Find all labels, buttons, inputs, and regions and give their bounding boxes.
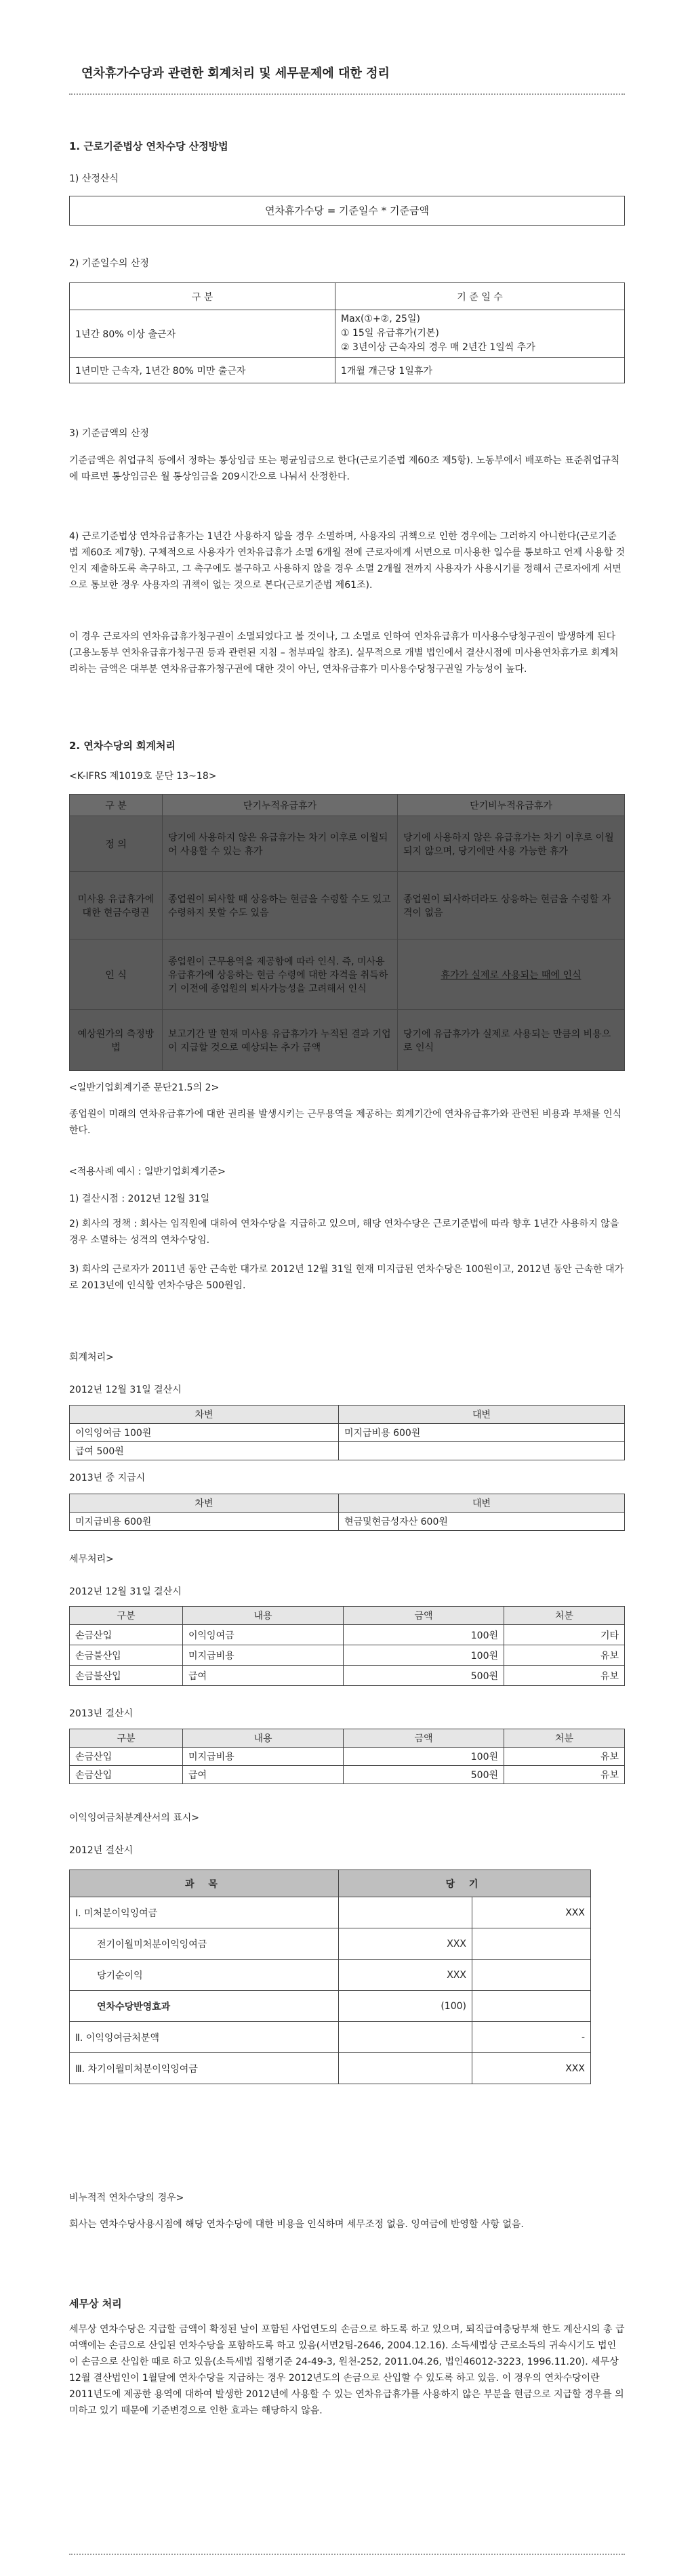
non-accumulating-text: 회사는 연차수당사용시점에 해당 연차수당에 대한 비용을 인식하며 세무조정 없음. 잉여금에 반영할 사항 없음.	[69, 2219, 524, 2230]
table-cell: XXX	[472, 1897, 591, 1928]
table-cell: 급여	[183, 1766, 344, 1784]
table-row	[70, 1442, 625, 1460]
retained-earnings-year: 2012년 결산시	[69, 1845, 134, 1856]
table-cell: 손금불산입	[70, 1645, 183, 1666]
table-header: 구 분	[70, 283, 335, 310]
table-cell: 미지급비용	[183, 1645, 344, 1666]
retained-earnings-rows	[70, 1897, 591, 2084]
table-row	[70, 939, 625, 1010]
table-cell: XXX	[472, 2053, 591, 2084]
table-cell	[472, 1960, 591, 1991]
table-cell: 손금산입	[70, 1748, 183, 1766]
table-cell: Ⅲ. 차기이월미처분이익잉여금	[70, 2053, 339, 2084]
table-header: 구 분	[70, 795, 163, 816]
table-cell: 전기이월미처분이익잉여금	[70, 1928, 339, 1960]
table-cell: 500원	[344, 1666, 504, 1686]
row-label: 미사용 유급휴가에 대한 현금수령권	[70, 872, 163, 939]
table-header: 당 기	[339, 1870, 591, 1897]
example-label: <적용사례 예시 : 일반기업회계기준>	[69, 1166, 226, 1177]
table-row	[70, 1513, 625, 1531]
tax-treatment-heading: 세무상 처리	[69, 2298, 122, 2310]
table-row	[70, 2053, 591, 2084]
table-cell: 당기에 유급휴가가 실제로 사용되는 만큼의 비용으로 인식	[398, 1010, 625, 1071]
table-cell: 1년간 80% 이상 출근자	[70, 310, 335, 358]
row-label: 예상원가의 측정방법	[70, 1010, 163, 1071]
table-cell: 당기에 사용하지 않은 유급휴가는 차기 이후로 이월되지 않으며, 당기에만 사용 가능한 휴가	[398, 816, 625, 872]
section1-paragraph3: 이 경우 근로자의 연차유급휴가청구권이 소멸되었다고 볼 것이나, 그 소멸로 인하여 연차유급휴가 미사용수당청구권이 발생하게 된다(고용노동부 연차유급휴가청구권 등과 관련된 지침 – 첨부파일 참조). 실무적으로 개별 법인에서 결산시점에 미사용연차휴가로 회계처리하는 금액은 대부분 연차유급휴가청구권에 대한 것이 아닌, 연차유급휴가 미사용수당청구권일 가능성이 높다.	[69, 631, 619, 675]
general-standard-text: 종업원이 미래의 연차유급휴가에 대한 권리를 발생시키는 근무용역을 제공하는 회계기간에 연차유급휴가와 관련된 비용과 부채를 인식한다.	[69, 1109, 622, 1136]
tax-table2-label: 2013년 결산시	[69, 1708, 134, 1719]
table-row	[70, 1666, 625, 1686]
row-label: 인 식	[70, 939, 163, 1010]
table-row	[70, 1010, 625, 1071]
table-cell: 500원	[344, 1766, 504, 1784]
title-divider	[69, 93, 625, 95]
table-header: 구분	[70, 1607, 183, 1625]
bottom-divider	[69, 2554, 625, 2555]
tax-adjust-table-2	[69, 1729, 625, 1784]
table-cell: 급여	[183, 1666, 344, 1686]
table-cell: -	[472, 2022, 591, 2053]
table-header: 차변	[70, 1406, 339, 1424]
table-header: 처분	[504, 1607, 625, 1625]
table-cell: 유보	[504, 1766, 625, 1784]
section1-sub2: 2) 기준일수의 산정	[69, 258, 149, 269]
table-cell: 보고기간 말 현재 미사용 유급휴가가 누적된 결과 기업이 지급할 것으로 예상되는 추가 금액	[163, 1010, 398, 1071]
table-header: 과 목	[70, 1870, 339, 1897]
kifrs-table	[69, 794, 625, 1071]
tax-adjust-table-1	[69, 1606, 625, 1686]
section1-sub3: 3) 기준금액의 산정	[69, 428, 149, 439]
example-item3: 3) 회사의 근로자가 2011년 동안 근속한 대가로 2012년 12월 31일 현재 미지급된 연차수당은 100원이고, 2012년 동안 근속한 대가로 2013년에 인식할 연차수당은 500원임.	[69, 1264, 624, 1291]
table-row	[70, 1928, 591, 1960]
table-cell: Ⅰ. 미처분이익잉여금	[70, 1897, 339, 1928]
tax-table1-label: 2012년 12월 31일 결산시	[69, 1586, 182, 1597]
table-cell: 1년미만 근속자, 1년간 80% 미만 출근자	[70, 358, 335, 383]
section1-paragraph2: 4) 근로기준법상 연차유급휴가는 1년간 사용하지 않을 경우 소멸하며, 사용자의 귀책으로 인한 경우에는 그러하지 아니한다(근로기준법 제60조 제7항). 구체적으로 사용자가 연차유급휴가 소멸 6개월 전에 근로자에게 서면으로 미사용한 일수를 통보하고 언제 사용할 것인지 제출하도록 촉구하고, 그 촉구에도 불구하고 사용하지 않을 경우 소멸 2개월 전까지 사용자가 사용시기를 정해서 근로자에게 서면으로 통보한 경우 사용자의 귀책이 없는 것으로 본다(근로기준법 제61조).	[69, 531, 625, 591]
table-cell	[472, 1991, 591, 2022]
table-cell: 유보	[504, 1666, 625, 1686]
table-cell: (100)	[339, 1991, 472, 2022]
table-header: 구분	[70, 1729, 183, 1748]
journal-entry-table-1	[69, 1405, 625, 1460]
table-cell	[339, 1897, 472, 1928]
table-header: 기 준 일 수	[335, 283, 625, 310]
retained-earnings-table	[69, 1870, 591, 2084]
tax-treatment-text: 세무상 연차수당은 지급할 금액이 확정된 날이 포함된 사업연도의 손금으로 하도록 하고 있으며, 퇴직급여충당부채 한도 계산시의 총 급여액에는 손금으로 산입된 연차수당을 포함하도록 하고 있음(서면2팀-2646, 2004.12.16). 소득세법상 근로소득의 귀속시기도 법인이 손금으로 산입한 때로 하고 있음(소득세법 집행기준 24-49-3, 원천-252, 2011.04.26, 법인46012-3223, 1996.11.20). 세무상 12월 결산법인이 1월달에 연차수당을 지급하는 경우 2012년도의 손금으로 산입할 수 있도록 하고 있음. 이 경우의 연차수당이란 2011년도에 제공한 용역에 대하여 발생한 2012년에 사용할 수 있는 연차유급휴가를 사용하지 않은 부분을 현금으로 지급할 경우를 의미하고 있기 때문에 기준변경으로 인한 효과는 해당하지 않음.	[69, 2324, 625, 2416]
accounting-label: 회계처리>	[69, 1352, 114, 1363]
table-row	[70, 1645, 625, 1666]
table-cell: 1개월 개근당 1일휴가	[335, 358, 625, 383]
table-header: 금액	[344, 1729, 504, 1748]
table-cell: 연차수당반영효과	[70, 1991, 339, 2022]
table-cell: 100원	[344, 1625, 504, 1645]
table-row	[70, 872, 625, 939]
table-cell: 유보	[504, 1748, 625, 1766]
table-row	[70, 1960, 591, 1991]
section1-sub1: 1) 산정산식	[69, 173, 119, 184]
table-cell: 미지급비용 600원	[70, 1513, 339, 1531]
cell-line: ② 3년이상 근속자의 경우 매 2년간 1일씩 추가	[341, 342, 535, 353]
table-row	[70, 1766, 625, 1784]
table-cell: 종업원이 퇴사할 때 상응하는 현금을 수령할 수도 있고 수령하지 못할 수도 있음	[163, 872, 398, 939]
table-row	[70, 310, 625, 358]
journal2-label: 2013년 중 지급시	[69, 1473, 146, 1483]
table-cell: 미지급비용	[183, 1748, 344, 1766]
table-cell: 손금불산입	[70, 1666, 183, 1686]
retained-earnings-label: 이익잉여금처분계산서의 표시>	[69, 1813, 199, 1823]
table-header: 내용	[183, 1607, 344, 1625]
section1-paragraph1: 기준금액은 취업규칙 등에서 정하는 통상임금 또는 평균임금으로 한다(근로기준법 제60조 제5항). 노동부에서 배포하는 표준취업규칙에 따르면 통상임금은 월 통상임금을 209시간으로 나눠서 산정한다.	[69, 455, 620, 482]
table-cell	[335, 310, 625, 358]
section1-heading: 1. 근로기준법상 연차수당 산정방법	[69, 140, 228, 152]
table-cell: 종업원이 근무용역을 제공함에 따라 인식. 즉, 미사용 유급휴가에 상응하는 현금 수령에 대한 자격을 취득하기 이전에 종업원의 퇴사가능성을 고려해서 인식	[163, 939, 398, 1010]
table-cell: 당기에 사용하지 않은 유급휴가는 차기 이후로 이월되어 사용할 수 있는 휴가	[163, 816, 398, 872]
table-cell: 손금산입	[70, 1625, 183, 1645]
table-cell	[472, 1928, 591, 1960]
table-cell: Ⅱ. 이익잉여금처분액	[70, 2022, 339, 2053]
example-item2: 2) 회사의 정책 : 회사는 임직원에 대하여 연차수당을 지급하고 있으며, 해당 연차수당은 근로기준법에 따라 향후 1년간 사용하지 않을 경우 소멸하는 성격의 연차수당임.	[69, 1219, 619, 1246]
table-row	[70, 358, 625, 383]
table-header: 단기누적유급휴가	[163, 795, 398, 816]
example-item1: 1) 결산시점 : 2012년 12월 31일	[69, 1194, 210, 1204]
table-cell: 이익잉여금	[183, 1625, 344, 1645]
table-cell	[339, 2053, 472, 2084]
table-row	[70, 1897, 591, 1928]
table-cell: 급여 500원	[70, 1442, 339, 1460]
table-cell: 이익잉여금 100원	[70, 1424, 339, 1442]
row-label: 정 의	[70, 816, 163, 872]
table-cell: 100원	[344, 1748, 504, 1766]
cell-line: Max(①+②, 25일)	[341, 314, 420, 324]
journal1-label: 2012년 12월 31일 결산시	[69, 1385, 182, 1395]
formula-box: 연차휴가수당 = 기준일수 * 기준금액	[69, 196, 625, 226]
table-cell	[339, 2022, 472, 2053]
table-cell: 유보	[504, 1645, 625, 1666]
table-cell: 100원	[344, 1645, 504, 1666]
table-row	[70, 1625, 625, 1645]
table-header: 내용	[183, 1729, 344, 1748]
general-standard-label: <일반기업회계기준 문단21.5의 2>	[69, 1082, 220, 1093]
table-header: 단기비누적유급휴가	[398, 795, 625, 816]
table-cell: XXX	[339, 1928, 472, 1960]
table-cell: 손금산입	[70, 1766, 183, 1784]
table-cell: 기타	[504, 1625, 625, 1645]
table-row	[70, 1748, 625, 1766]
kifrs-label: <K-IFRS 제1019호 문단 13~18>	[69, 771, 217, 782]
table-row	[70, 816, 625, 872]
table-cell	[339, 1442, 625, 1460]
non-accumulating-label: 비누적적 연차수당의 경우>	[69, 2193, 184, 2203]
table-header: 대변	[339, 1406, 625, 1424]
section2-heading: 2. 연차수당의 회계처리	[69, 740, 176, 752]
table-cell: XXX	[339, 1960, 472, 1991]
table-row	[70, 1424, 625, 1442]
table-cell: 미지급비용 600원	[339, 1424, 625, 1442]
table-header: 대변	[339, 1494, 625, 1513]
document-title: 연차휴가수당과 관련한 회계처리 및 세무문제에 대한 정리	[81, 66, 390, 81]
table-cell: 종업원이 퇴사하더라도 상응하는 현금을 수령할 자격이 없음	[398, 872, 625, 939]
table-cell: 휴가가 실제로 사용되는 때에 인식	[398, 939, 625, 1010]
table-cell: 당기순이익	[70, 1960, 339, 1991]
table-header: 금액	[344, 1607, 504, 1625]
table-header: 처분	[504, 1729, 625, 1748]
table-row	[70, 1991, 591, 2022]
table-row	[70, 2022, 591, 2053]
criteria-days-table	[69, 282, 625, 383]
journal-entry-table-2	[69, 1494, 625, 1531]
tax-adjust-label: 세무처리>	[69, 1554, 114, 1565]
table-header: 차변	[70, 1494, 339, 1513]
cell-line: ① 15일 유급휴가(기본)	[341, 328, 439, 339]
table-cell: 현금및현금성자산 600원	[339, 1513, 625, 1531]
